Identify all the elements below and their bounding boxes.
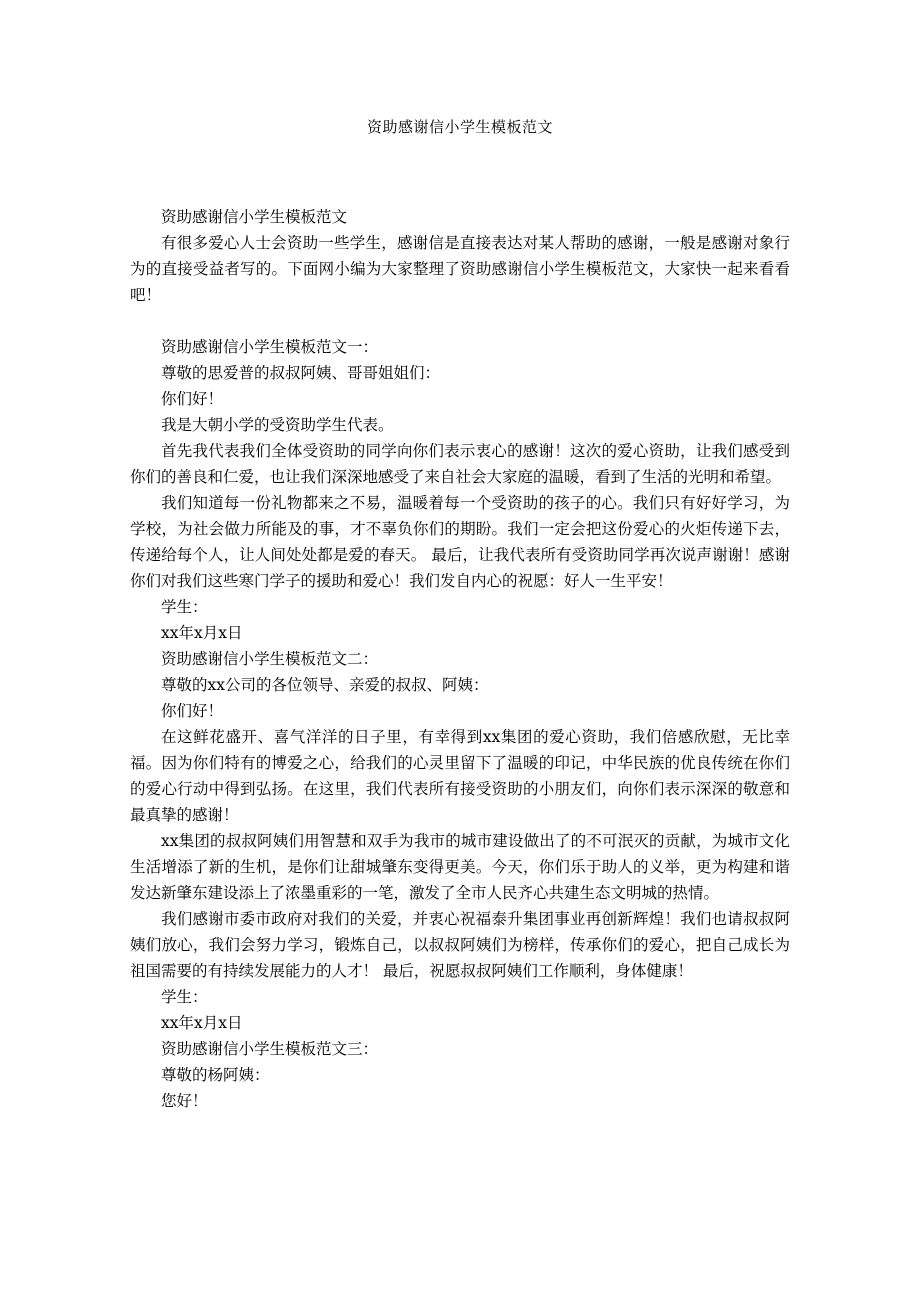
paragraph-sample2-body2: xx集团的叔叔阿姨们用智慧和双手为我市的城市建设做出了的不可泯灭的贡献，为城市文化生活增添了新的生机，是你们让甜城肇东变得更美。今天，你们乐于助人的义举，更为构建和谐发达新肇东建设添上了浓墨重彩的一笔，激发了全市人民齐心共建生态文明城的热情。 <box>130 832 790 902</box>
paragraph-sample2-date: xx年x月x日 <box>161 1014 243 1032</box>
paragraph-sample1-body1: 首先我代表我们全体受资助的同学向你们表示衷心的感谢！这次的爱心资助，让我们感受到你们的善良和仁爱，也让我们深深地感受了来自社会大家庭的温暖，看到了生活的光明和希望。 <box>130 442 790 486</box>
paragraph-sample1-date: xx年x月x日 <box>161 624 243 642</box>
paragraph-sample1-title: 资助感谢信小学生模板范文一： <box>161 338 379 356</box>
paragraph-heading: 资助感谢信小学生模板范文 <box>161 208 348 226</box>
paragraph-sample1-intro: 我是大朝小学的受资助学生代表。 <box>161 416 394 434</box>
paragraph-sample2-body1: 在这鲜花盛开、喜气洋洋的日子里，有幸得到xx集团的爱心资助，我们倍感欣慰，无比幸福。因为你们特有的博爱之心，给我们的心灵里留下了温暖的印记，中华民族的优良传统在你们的爱心行动中得到弘扬。在这里，我们代表所有接受资助的小朋友们，向你们表示深深的敬意和最真挚的感谢！ <box>130 728 790 824</box>
paragraph-sample1-body2: 我们知道每一份礼物都来之不易，温暖着每一个受资助的孩子的心。我们只有好好学习，为学校，为社会做力所能及的事，才不辜负你们的期盼。我们一定会把这份爱心的火炬传递下去，传递给每个人，让人间处处都是爱的春天。 最后，让我代表所有受资助同学再次说声谢谢！感谢你们对我们这些寒门学子的援助和爱心！我们发自内心的祝愿：好人一生平安！ <box>130 494 790 590</box>
paragraph-sample2-salutation: 尊敬的xx公司的各位领导、亲爱的叔叔、阿姨： <box>161 676 489 694</box>
paragraph-sample2-title: 资助感谢信小学生模板范文二： <box>161 650 379 668</box>
paragraph-sample2-body3: 我们感谢市委市政府对我们的关爱，并衷心祝福泰升集团事业再创新辉煌！我们也请叔叔阿姨们放心，我们会努力学习，锻炼自己，以叔叔阿姨们为榜样，传承你们的爱心，把自己成长为祖国需要的有持续发展能力的人才！ 最后，祝愿叔叔阿姨们工作顺利，身体健康！ <box>130 910 790 980</box>
paragraph-intro: 有很多爱心人士会资助一些学生，感谢信是直接表达对某人帮助的感谢，一般是感谢对象行为的直接受益者写的。下面网小编为大家整理了资助感谢信小学生模板范文，大家快一起来看看吧！ <box>130 234 790 304</box>
paragraph-sample3-salutation: 尊敬的杨阿姨： <box>161 1066 270 1084</box>
paragraph-sample2-signature: 学生： <box>161 988 208 1006</box>
document-body <box>130 204 790 1114</box>
paragraph-sample3-greeting: 您好！ <box>161 1092 208 1110</box>
paragraph-sample1-signature: 学生： <box>161 598 208 616</box>
document-title: 资助感谢信小学生模板范文 <box>366 118 553 136</box>
paragraph-spacer <box>130 308 790 334</box>
paragraph-sample2-greeting: 你们好！ <box>161 702 224 720</box>
paragraph-sample3-title: 资助感谢信小学生模板范文三： <box>161 1040 379 1058</box>
paragraph-sample1-greeting: 你们好！ <box>161 390 224 408</box>
paragraph-sample1-salutation: 尊敬的思爱普的叔叔阿姨、哥哥姐姐们： <box>161 364 441 382</box>
